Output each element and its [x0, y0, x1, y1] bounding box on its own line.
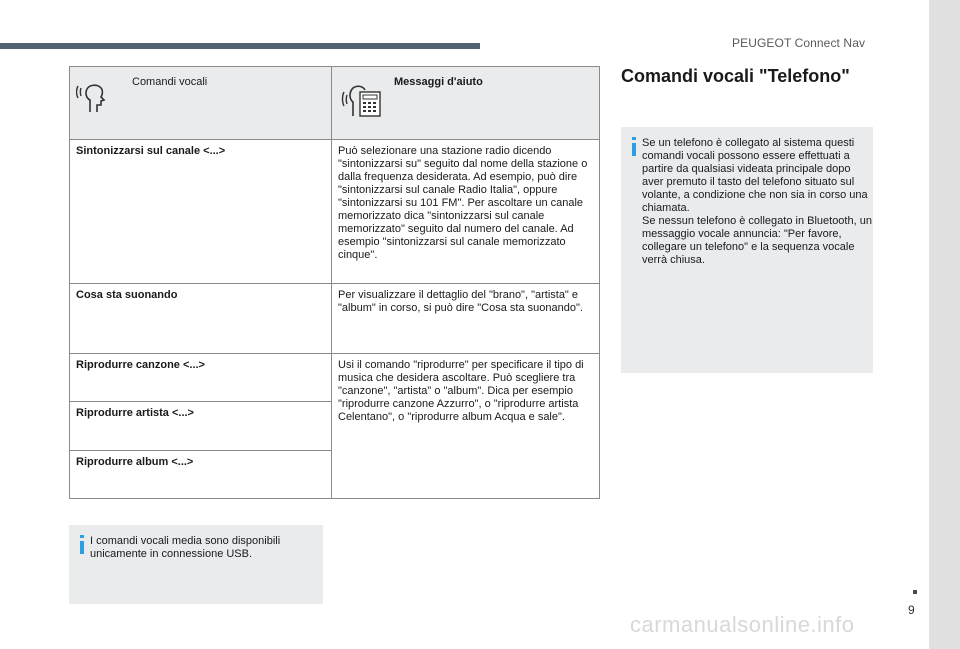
watermark: carmanualsonline.info [630, 612, 855, 637]
table-row [70, 354, 600, 402]
command-cell: Riprodurre canzone <...> [70, 354, 332, 402]
command-cell: Sintonizzarsi sul canale <...> [70, 140, 332, 284]
table-header-commands [70, 67, 332, 140]
phone-note-paragraph-2: Se nessun telefono è collegato in Bluetooth, un messaggio vocale annuncia: "Per favore, collegare un telefono" e la sequenza vocale verrà chiusa. [642, 215, 872, 266]
help-cell: Per visualizzare il dettaglio del "brano", "artista" e "album" in corso, si può dire "Cosa sta suonando". [332, 284, 600, 354]
voice-commands-table [69, 66, 600, 499]
phone-section-title: Comandi vocali "Telefono" [621, 66, 850, 86]
table-row [70, 140, 600, 284]
phone-note-text [642, 137, 872, 267]
info-icon-bar [80, 541, 84, 554]
page-number: 9 [908, 603, 915, 617]
page-edge-band [929, 0, 960, 649]
command-cell: Cosa sta suonando [70, 284, 332, 354]
command-cell: Riprodurre album <...> [70, 451, 332, 499]
usb-note-box [69, 525, 323, 604]
header-rule [0, 43, 480, 49]
help-cell: Usi il comando "riprodurre" per specificare il tipo di musica che desidera ascoltare. Può scegliere tra "canzone", "artista" o "album". Dica per esempio "riprodurre canzone Azzurro", o "riprodurre artista Celentano", o "riprodurre album Acqua e sale". [332, 354, 600, 499]
table-header-row [70, 67, 600, 140]
info-icon [80, 535, 84, 538]
table-header-help [332, 67, 600, 140]
voice-help-keypad-icon [338, 76, 394, 122]
col1-header: Comandi vocali [132, 76, 208, 88]
col2-header: Messaggi d'aiuto [394, 76, 483, 88]
voice-command-icon [76, 76, 132, 122]
help-cell: Può selezionare una stazione radio dicendo "sintonizzarsi su" seguito dal nome della stazione o dalla frequenza desiderata. Ad esempio, può dire "sintonizzarsi sul canale Radio Italia", oppure "sintonizzarsi su 101 FM". Per ascoltare un canale memorizzato dica "sintonizzarsi sul canale memorizzato" seguito dal numero del canale. Ad esempio "sintonizzarsi sul canale memorizzato cinque". [332, 140, 600, 284]
info-icon-bar [632, 143, 636, 156]
phone-note-paragraph-1: Se un telefono è collegato al sistema questi comandi vocali possono essere effettuati a partire da qualsiasi videata principale dopo aver premuto il tasto del telefono situato sul volante, a condizione che non sia in corso una chiamata. [642, 137, 868, 214]
table-row [70, 284, 600, 354]
info-icon [632, 137, 636, 140]
usb-note-text: I comandi vocali media sono disponibili unicamente in connessione USB. [90, 535, 281, 560]
phone-note-box [621, 127, 873, 373]
command-cell: Riprodurre artista <...> [70, 402, 332, 451]
page-marker [913, 590, 917, 594]
manual-title: PEUGEOT Connect Nav [732, 36, 866, 50]
